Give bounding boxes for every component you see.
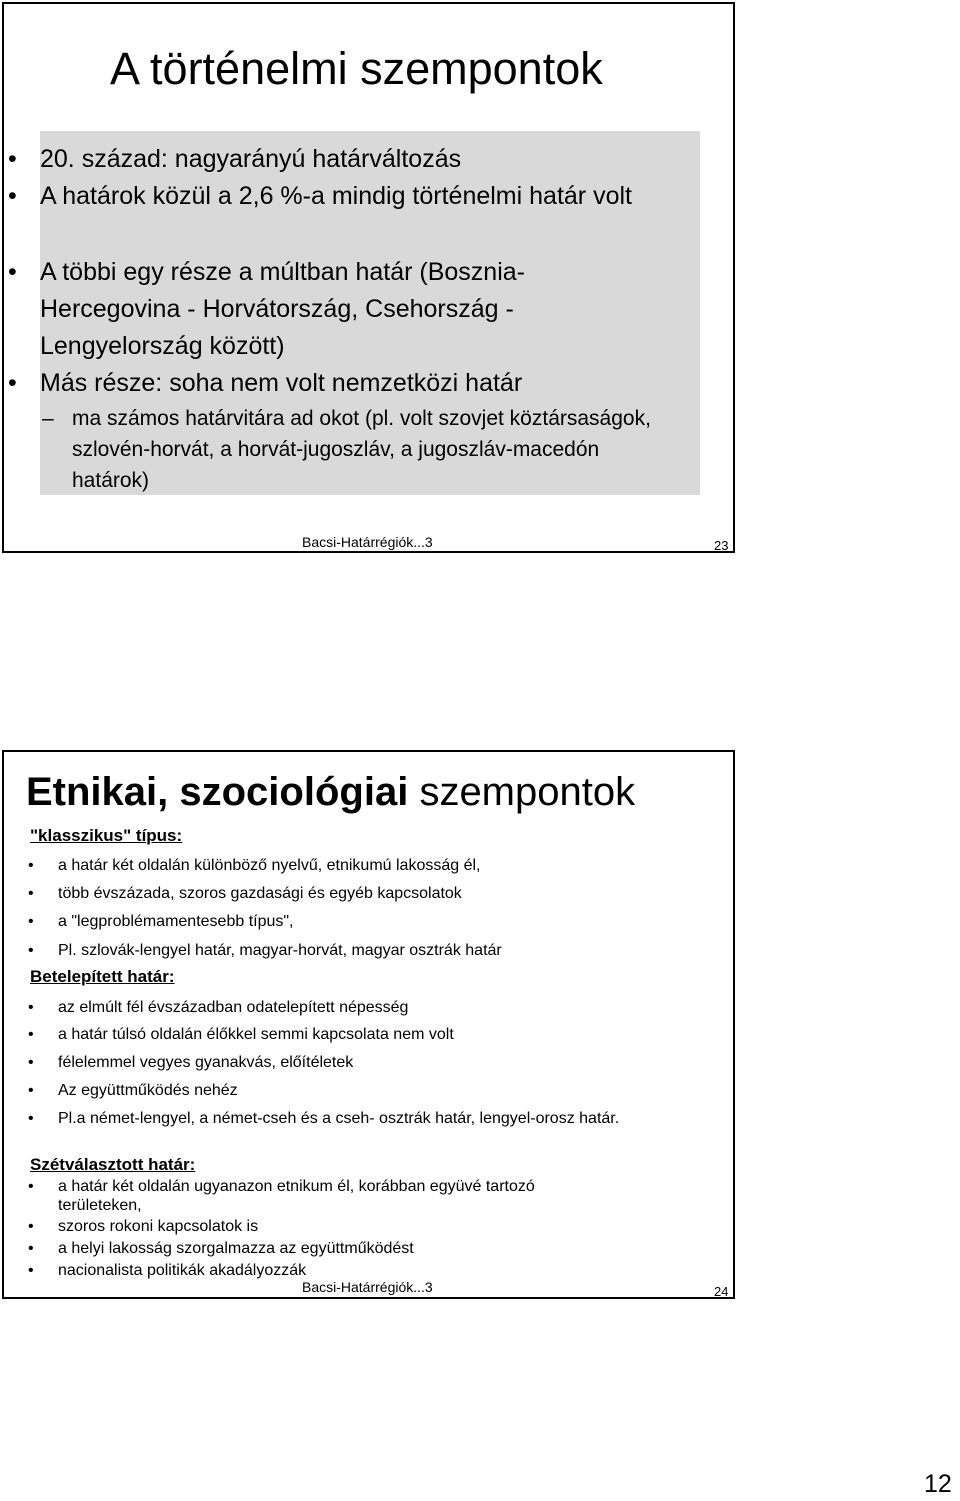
- bullet-item: • A többi egy része a múltban határ (Bosznia-Hercegovina - Horvátország, Csehország - Lengyelország között): [40, 254, 640, 365]
- list-item: • Pl. szlovák-lengyel határ, magyar-horvát, magyar osztrák határ: [28, 942, 502, 959]
- section-label-settled: Betelepített határ:: [30, 967, 175, 986]
- slide-title: [26, 770, 635, 814]
- slide-24: [2, 750, 735, 1299]
- footer-source: Bacsi-Határrégiók...3: [302, 1279, 433, 1295]
- bullet-icon: •: [28, 999, 34, 1016]
- slide-number: 24: [714, 1284, 729, 1299]
- bullet-icon: •: [8, 258, 17, 286]
- footer-source: Bacsi-Határrégiók...3: [302, 534, 433, 550]
- bullet-item: • 20. század: nagyarányú határváltozás: [40, 141, 640, 178]
- sub-bullet-item: – ma számos határvitára ad okot (pl. volt szovjet köztársaságok, szlovén-horvát, a horvát-jugoszláv, a jugoszláv-macedón határok): [72, 403, 662, 496]
- section-label-classic: "klasszikus" típus:: [30, 826, 183, 845]
- list-item: • szoros rokoni kapcsolatok is: [28, 1218, 259, 1235]
- slide-23: [2, 2, 735, 553]
- bullet-icon: •: [28, 913, 34, 930]
- bullet-icon: •: [28, 1110, 34, 1127]
- list-item: • nacionalista politikák akadályozzák: [28, 1262, 307, 1279]
- list-item: • a határ két oldalán különböző nyelvű, etnikumú lakosság él,: [28, 857, 481, 874]
- list-item: • több évszázada, szoros gazdasági és egyéb kapcsolatok: [28, 885, 462, 902]
- bullet-icon: •: [8, 145, 17, 173]
- bullet-item: • Más része: soha nem volt nemzetközi határ: [40, 365, 660, 402]
- bullet-icon: •: [28, 857, 34, 874]
- list-item: • a "legproblémamentesebb típus",: [28, 913, 294, 930]
- bullet-icon: •: [28, 942, 34, 959]
- dash-icon: –: [42, 407, 54, 430]
- slide-number: 23: [714, 538, 729, 553]
- slide-title: A történelmi szempontok: [110, 43, 603, 94]
- list-item: • a határ túlsó oldalán élőkkel semmi kapcsolata nem volt: [28, 1026, 454, 1043]
- title-bold-part: Etnikai, szociológiai: [26, 770, 409, 814]
- list-item: • Pl.a német-lengyel, a német-cseh és a cseh- osztrák határ, lengyel-orosz határ.: [28, 1110, 620, 1127]
- bullet-item: • A határok közül a 2,6 %-a mindig történelmi határ volt: [40, 178, 640, 215]
- list-item: • a határ két oldalán ugyanazon etnikum él, korábban együvé tartozó területeken,: [28, 1178, 535, 1214]
- bullet-icon: •: [8, 182, 17, 210]
- list-item: • Az együttműködés nehéz: [28, 1082, 238, 1099]
- bullet-icon: •: [28, 1178, 34, 1195]
- list-item: • félelemmel vegyes gyanakvás, előítéletek: [28, 1054, 354, 1071]
- list-item: • az elmúlt fél évszázadban odatelepített népesség: [28, 999, 409, 1016]
- list-item: • a helyi lakosság szorgalmazza az együttműködést: [28, 1240, 414, 1257]
- title-normal-part: szempontok: [419, 770, 636, 814]
- section-label-separated: Szétválasztott határ:: [30, 1155, 196, 1174]
- page-number: 12: [924, 1470, 952, 1498]
- bullet-icon: •: [28, 1218, 34, 1235]
- bullet-icon: •: [28, 1240, 34, 1257]
- bullet-icon: •: [8, 369, 17, 397]
- bullet-icon: •: [28, 1262, 34, 1279]
- bullet-icon: •: [28, 1082, 34, 1099]
- bullet-icon: •: [28, 1026, 34, 1043]
- bullet-icon: •: [28, 1054, 34, 1071]
- bullet-icon: •: [28, 885, 34, 902]
